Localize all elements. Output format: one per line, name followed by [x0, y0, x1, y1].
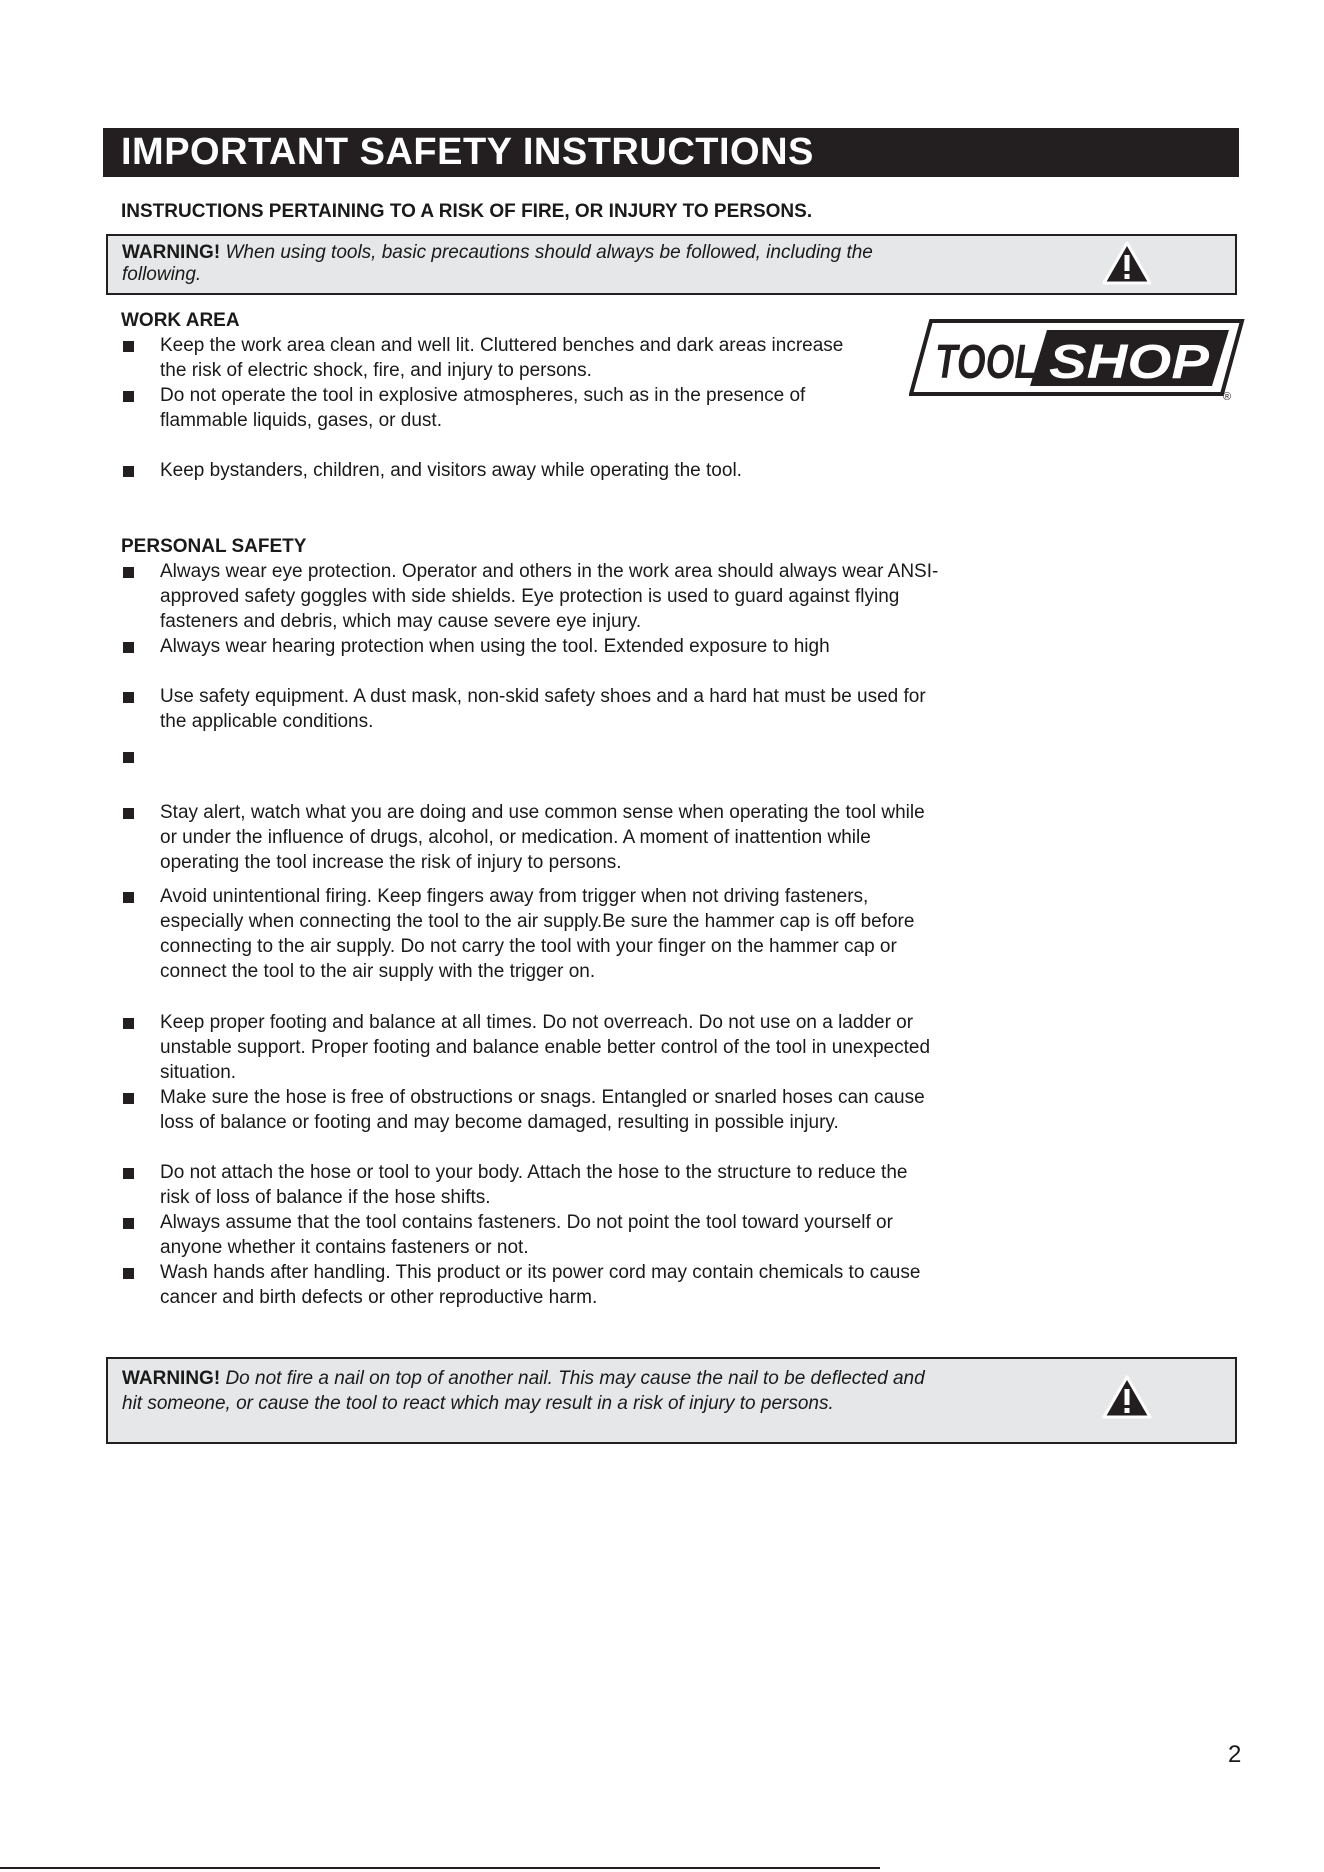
warning-label: WARNING! — [122, 242, 221, 263]
page-title: IMPORTANT SAFETY INSTRUCTIONS — [121, 131, 814, 173]
list-item: Keep bystanders, children, and visitors away while operating the tool. — [160, 460, 742, 481]
square-bullet-icon — [123, 752, 134, 763]
square-bullet-icon — [123, 391, 134, 402]
square-bullet-icon — [123, 642, 134, 653]
square-bullet-icon — [123, 1093, 134, 1104]
square-bullet-icon — [123, 1218, 134, 1229]
logo-word-shop: SHOP — [1049, 336, 1211, 389]
list-item: Stay alert, watch what you are doing and use common sense when operating the tool while or under the influence of drugs, alcohol, or medication. A moment of inattention while operating the tool increase the risk of injury to persons. — [160, 802, 973, 873]
warning-message: When using tools, basic precautions should always be followed, including the following. — [122, 242, 873, 285]
warning-message: Do not fire a nail on top of another nail. This may cause the nail to be deflected and hit someone, or cause the tool to react which may result in a risk of injury to persons. — [122, 1368, 925, 1414]
warning-box-bottom — [106, 1357, 1237, 1444]
list-item: Make sure the hose is free of obstructions or snags. Entangled or snarled hoses can cause loss of balance or footing and may become damaged, resulting in possible injury. — [160, 1087, 925, 1133]
square-bullet-icon — [123, 1268, 134, 1279]
logo-registered-mark: ® — [1223, 391, 1232, 402]
square-bullet-icon — [123, 466, 134, 477]
square-bullet-icon — [123, 341, 134, 352]
list-item: Always assume that the tool contains fasteners. Do not point the tool toward yourself or anyone whether it contains fasteners or not. — [160, 1212, 893, 1258]
list-item: Always wear eye protection. Operator and others in the work area should always wear ANSI-approved safety goggles with side shields. Eye protection is used to guard against flying fasteners and debris, which may cause severe eye injury. — [160, 561, 939, 632]
list-item: Keep the work area clean and well lit. Cluttered benches and dark areas increase the risk of electric shock, fire, and injury to persons. — [160, 335, 844, 381]
subheading: INSTRUCTIONS PERTAINING TO A RISK OF FIRE, OR INJURY TO PERSONS. — [121, 201, 813, 222]
square-bullet-icon — [123, 1168, 134, 1179]
square-bullet-icon — [123, 892, 134, 903]
warning-text-top — [122, 242, 942, 286]
square-bullet-icon — [123, 1018, 134, 1029]
list-item: Wash hands after handling. This product or its power cord may contain chemicals to cause cancer and birth defects or other reproductive harm. — [160, 1262, 921, 1308]
list-item: Avoid unintentional firing. Keep fingers away from trigger when not driving fasteners, especially when connecting the tool to the air supply.Be sure the hammer cap is off before connecting to the air supply. Do not carry the tool with your finger on the hammer cap or connect the tool to the air supply with the trigger on. — [160, 886, 915, 982]
section-heading-work-area: WORK AREA — [121, 310, 240, 331]
logo-word-tool: TOOL — [935, 336, 1037, 389]
list-item: Use safety equipment. A dust mask, non-skid safety shoes and a hard hat must be used for the applicable conditions. — [160, 686, 926, 732]
warning-label: WARNING! — [122, 1368, 221, 1389]
page-number: 2 — [1228, 1741, 1242, 1768]
square-bullet-icon — [123, 808, 134, 819]
warning-triangle-icon — [1101, 1374, 1153, 1420]
footer-divider — [0, 1867, 880, 1869]
list-item: Always wear hearing protection when using the tool. Extended exposure to high — [160, 636, 830, 657]
section-heading-personal-safety: PERSONAL SAFETY — [121, 536, 307, 557]
list-item: Do not attach the hose or tool to your body. Attach the hose to the structure to reduce the risk of loss of balance if the hose shifts. — [160, 1162, 908, 1208]
warning-text-bottom — [122, 1366, 942, 1416]
list-item: Do not operate the tool in explosive atmospheres, such as in the presence of flammable liquids, gases, or dust. — [160, 385, 806, 431]
list-item: Keep proper footing and balance at all times. Do not overreach. Do not use on a ladder or unstable support. Proper footing and balance enable better control of the tool in unexpected situation. — [160, 1012, 931, 1083]
square-bullet-icon — [123, 567, 134, 578]
title-bar — [103, 128, 1239, 177]
tool-shop-logo — [909, 318, 1245, 402]
warning-triangle-icon — [1101, 240, 1153, 286]
square-bullet-icon — [123, 692, 134, 703]
warning-box-top — [106, 234, 1237, 295]
